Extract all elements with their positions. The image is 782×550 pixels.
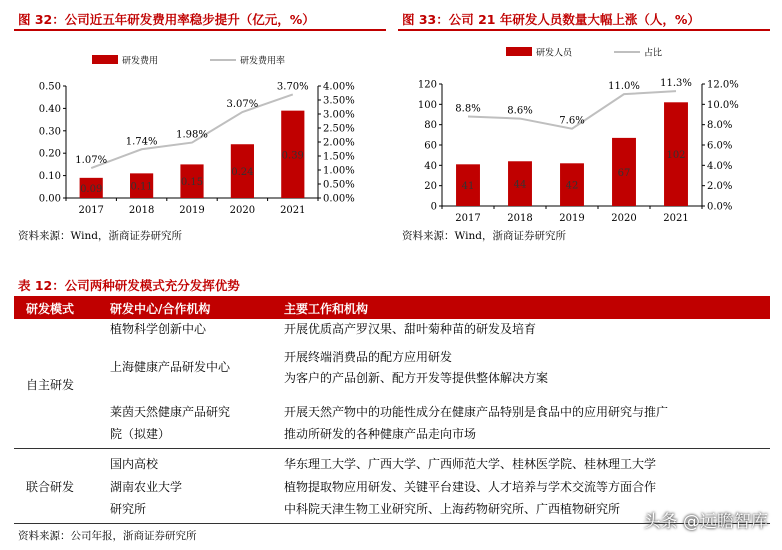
y-tick-label-right: 8.0% <box>707 120 733 132</box>
table-source: 资料来源：公司年报，浙商证券研究所 <box>18 530 197 542</box>
bar-label-2018: 44 <box>513 179 527 191</box>
bar-label-2020: 67 <box>617 167 631 179</box>
y-tick-label-left: 0.40 <box>38 103 61 115</box>
x-tick-label: 2018 <box>507 213 533 224</box>
center-layn-2: 院（拟建） <box>110 427 171 441</box>
legend-bar-label: 研发人员 <box>536 48 573 59</box>
bar-label-2018: 0.11 <box>130 181 153 193</box>
y-tick-label-right: 2.0% <box>707 181 733 193</box>
x-tick-label: 2017 <box>455 213 481 224</box>
line-label-2018: 8.6% <box>507 105 533 117</box>
bar-label-2019: 0.15 <box>180 177 204 189</box>
line-label-2017: 1.07% <box>75 155 108 167</box>
line-label-2017: 8.8% <box>455 103 481 115</box>
y-tick-label-left: 0.30 <box>38 126 61 138</box>
center-plant-science: 植物科学创新中心 <box>110 322 207 336</box>
line-label-2020: 3.07% <box>226 99 259 111</box>
x-tick-label: 2019 <box>179 205 205 216</box>
y-tick-label-right: 2.50% <box>323 123 355 135</box>
mode-joint: 联合研发 <box>26 480 75 494</box>
x-tick-label: 2019 <box>559 213 585 224</box>
header-center: 研发中心/合作机构 <box>110 302 211 316</box>
y-tick-label-left: 0.50 <box>38 81 61 93</box>
x-tick-label: 2017 <box>78 205 104 216</box>
y-tick-label-right: 1.50% <box>323 151 355 163</box>
bar-label-2021: 0.39 <box>281 150 304 162</box>
table-12-title: 表 12：公司两种研发模式充分发挥优势 <box>18 278 240 293</box>
y-tick-label-left: 100 <box>417 99 437 111</box>
figure-32-source: 资料来源：Wind，浙商证券研究所 <box>18 230 182 242</box>
x-tick-label: 2020 <box>611 213 637 224</box>
y-tick-label-right: 4.00% <box>323 81 355 93</box>
header-mode: 研发模式 <box>26 302 75 316</box>
y-tick-label-left: 0.10 <box>38 171 61 183</box>
y-tick-label-right: 10.0% <box>707 99 739 111</box>
legend-bar-swatch <box>506 47 532 56</box>
figure-33-source: 资料来源：Wind，浙商证券研究所 <box>402 230 566 242</box>
x-tick-label: 2021 <box>663 213 689 224</box>
work-layn-2: 推动所研发的各种健康产品走向市场 <box>284 427 477 441</box>
center-universities: 国内高校 <box>110 457 159 471</box>
figure-32-title: 图 32：公司近五年研发费用率稳步提升（亿元，%） <box>18 12 315 27</box>
line-label-2018: 1.74% <box>125 136 158 148</box>
work-plant-science: 开展优质高产罗汉果、甜叶菊种苗的研发及培育 <box>284 322 537 336</box>
y-tick-label-right: 3.00% <box>323 109 355 121</box>
line-label-2020: 11.0% <box>608 81 640 93</box>
y-tick-label-left: 80 <box>424 120 437 132</box>
work-cooperation: 植物提取物应用研发、关键平台建设、人才培养与学术交流等方面合作 <box>284 480 657 494</box>
y-tick-label-right: 3.50% <box>323 95 355 107</box>
y-tick-label-right: 0.50% <box>323 179 355 191</box>
x-tick-label: 2018 <box>128 205 155 216</box>
y-tick-label-left: 0.00 <box>38 193 61 205</box>
watermark: 头条 @远瞻智库 <box>643 512 768 532</box>
x-tick-label: 2021 <box>280 205 306 216</box>
legend-line-label: 研发费用率 <box>240 56 286 67</box>
line-label-2019: 1.98% <box>176 129 208 141</box>
y-tick-label-left: 0.20 <box>38 148 61 160</box>
y-tick-label-right: 0.00% <box>323 193 355 205</box>
line-label-2021: 11.3% <box>660 78 692 90</box>
work-shanghai-2: 为客户的产品创新、配方开发等提供整体解决方案 <box>284 371 549 385</box>
y-tick-label-right: 2.00% <box>323 137 355 149</box>
legend-bar-swatch <box>92 55 118 64</box>
y-tick-label-right: 1.00% <box>323 165 355 177</box>
chart-32 <box>14 34 386 224</box>
work-universities: 华东理工大学、广西大学、广西师范大学、桂林医学院、桂林理工大学 <box>284 457 657 471</box>
center-layn-1: 莱茵天然健康产品研究 <box>110 405 231 419</box>
chart-33 <box>398 34 770 224</box>
y-tick-label-left: 60 <box>424 140 437 152</box>
bar-label-2020: 0.24 <box>231 167 254 179</box>
work-layn-1: 开展天然产物中的功能性成分在健康产品特别是食品中的应用研究与推广 <box>284 405 669 419</box>
bar-label-2017: 0.09 <box>80 183 103 195</box>
figure-33-title: 图 33：公司 21 年研发人员数量大幅上涨（人，%） <box>402 12 700 27</box>
x-tick-label: 2020 <box>229 205 256 216</box>
bar-label-2017: 41 <box>461 181 475 193</box>
work-shanghai-1: 开展终端消费品的配方应用研发 <box>284 350 453 364</box>
work-institutes: 中科院天津生物工业研究所、上海药物研究所、广西植物研究所 <box>284 502 621 516</box>
legend-line-label: 占比 <box>644 48 663 59</box>
header-work: 主要工作和机构 <box>284 302 369 316</box>
center-shanghai: 上海健康产品研发中心 <box>110 360 231 374</box>
y-tick-label-left: 0 <box>430 201 437 213</box>
y-tick-label-left: 40 <box>424 160 437 172</box>
y-tick-label-right: 0.0% <box>707 201 733 213</box>
table-header-row <box>14 296 770 319</box>
y-tick-label-left: 120 <box>417 79 437 91</box>
legend-bar-label: 研发费用 <box>122 56 159 67</box>
y-tick-label-right: 6.0% <box>707 140 733 152</box>
group-divider <box>14 448 770 449</box>
center-institutes: 研究所 <box>110 502 147 516</box>
y-tick-label-right: 12.0% <box>707 79 739 91</box>
figure-33-rule <box>398 29 770 31</box>
line-label-2021: 3.70% <box>276 81 309 93</box>
figure-32-rule <box>14 29 386 31</box>
bar-label-2019: 42 <box>565 180 579 192</box>
y-tick-label-right: 4.0% <box>707 160 733 172</box>
bar-label-2021: 102 <box>666 150 686 162</box>
y-tick-label-left: 20 <box>424 181 437 193</box>
center-hunan: 湖南农业大学 <box>110 480 183 494</box>
mode-self: 自主研发 <box>26 378 75 392</box>
line-label-2019: 7.6% <box>559 115 585 127</box>
